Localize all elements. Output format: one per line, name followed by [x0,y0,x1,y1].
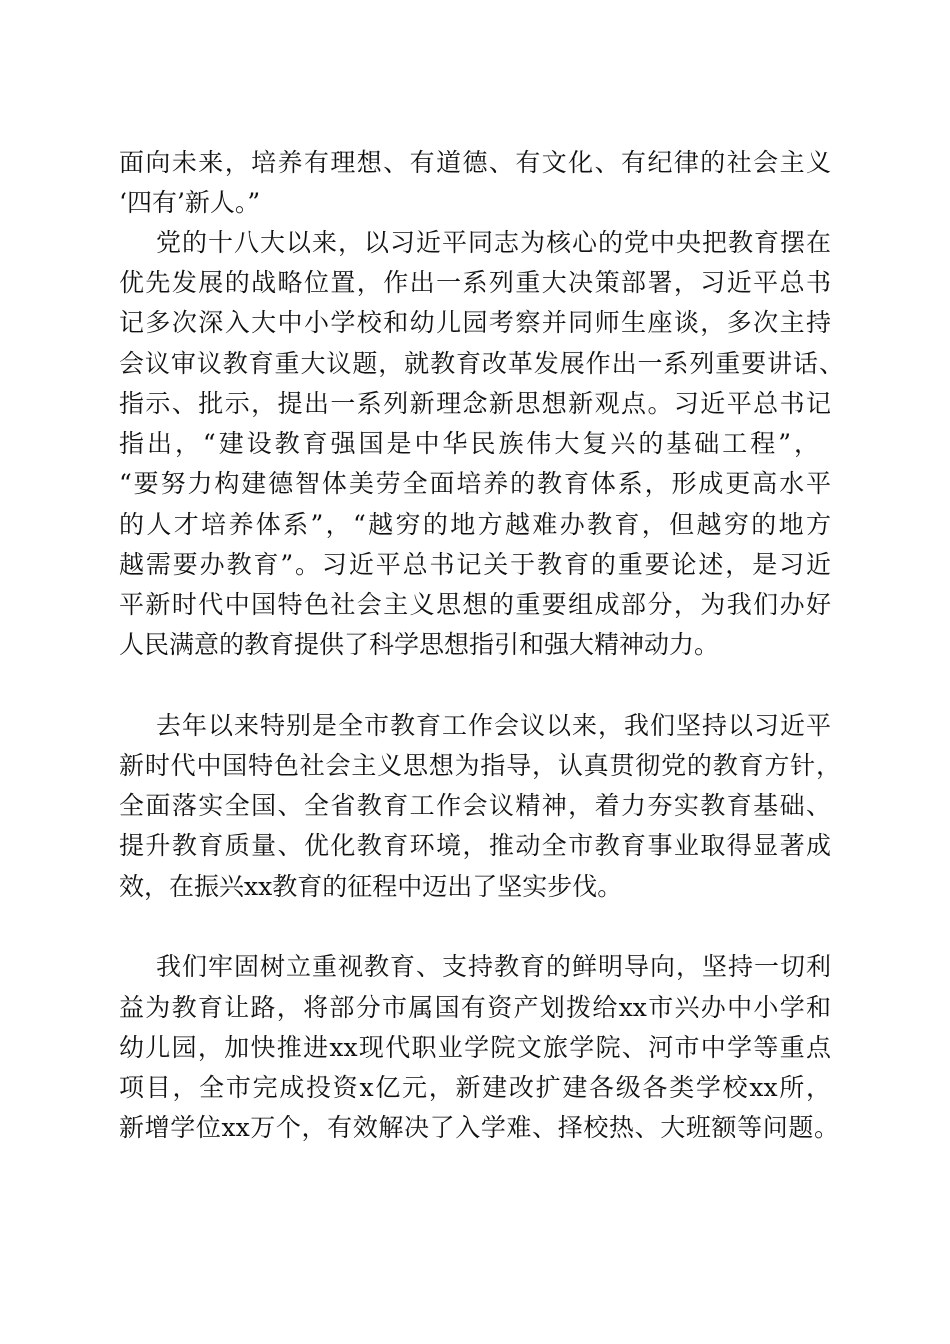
text-line: 越需要办教育”。习近平总书记关于教育的重要论述，是习近 [119,550,831,579]
text-line: ‘四有’新人。” [119,188,261,217]
text-line: 指出，“建设教育强国是中华民族伟大复兴的基础工程”， [119,429,819,458]
text-line: 新时代中国特色社会主义思想为指导，认真贯彻党的教育方针， [119,751,841,780]
paragraph-first-line: 去年以来特别是全市教育工作会议以来，我们坚持以习近平 [156,711,831,740]
text-line: 平新时代中国特色社会主义思想的重要组成部分，为我们办好 [119,590,831,619]
text-line: 优先发展的战略位置，作出一系列重大决策部署，习近平总书 [119,268,831,297]
text-line: 面向未来，培养有理想、有道德、有文化、有纪律的社会主义 [119,148,831,177]
text-line: “要努力构建德智体美劳全面培养的教育体系，形成更高水平 [119,469,831,498]
paragraph-first-line: 党的十八大以来，以习近平同志为核心的党中央把教育摆在 [156,228,831,257]
text-line: 幼儿园，加快推进xx现代职业学院文旅学院、河市中学等重点 [119,1033,831,1062]
text-line: 益为教育让路，将部分市属国有资产划拨给xx市兴办中小学和 [119,993,831,1022]
text-line: 人民满意的教育提供了科学思想指引和强大精神动力。 [119,630,720,659]
text-line: 的人才培养体系”，“越穷的地方越难办教育，但越穷的地方 [119,510,831,539]
paragraph-first-line: 我们牢固树立重视教育、支持教育的鲜明导向，坚持一切利 [156,952,831,981]
text-line: 项目，全市完成投资x亿元，新建改扩建各级各类学校xx所， [119,1073,831,1102]
text-line: 指示、批示，提出一系列新理念新思想新观点。习近平总书记 [119,389,831,418]
text-line: 提升教育质量、优化教育环境，推动全市教育事业取得显著成 [119,831,831,860]
text-line: 记多次深入大中小学校和幼儿园考察并同师生座谈，多次主持 [119,308,831,337]
text-line: 会议审议教育重大议题，就教育改革发展作出一系列重要讲话、 [119,349,844,378]
text-line: 全面落实全国、全省教育工作会议精神，着力夯实教育基础、 [119,791,831,820]
text-line: 新增学位xx万个，有效解决了入学难、择校热、大班额等问题。 [119,1113,839,1142]
text-line: 效，在振兴xx教育的征程中迈出了坚实步伐。 [119,872,623,901]
